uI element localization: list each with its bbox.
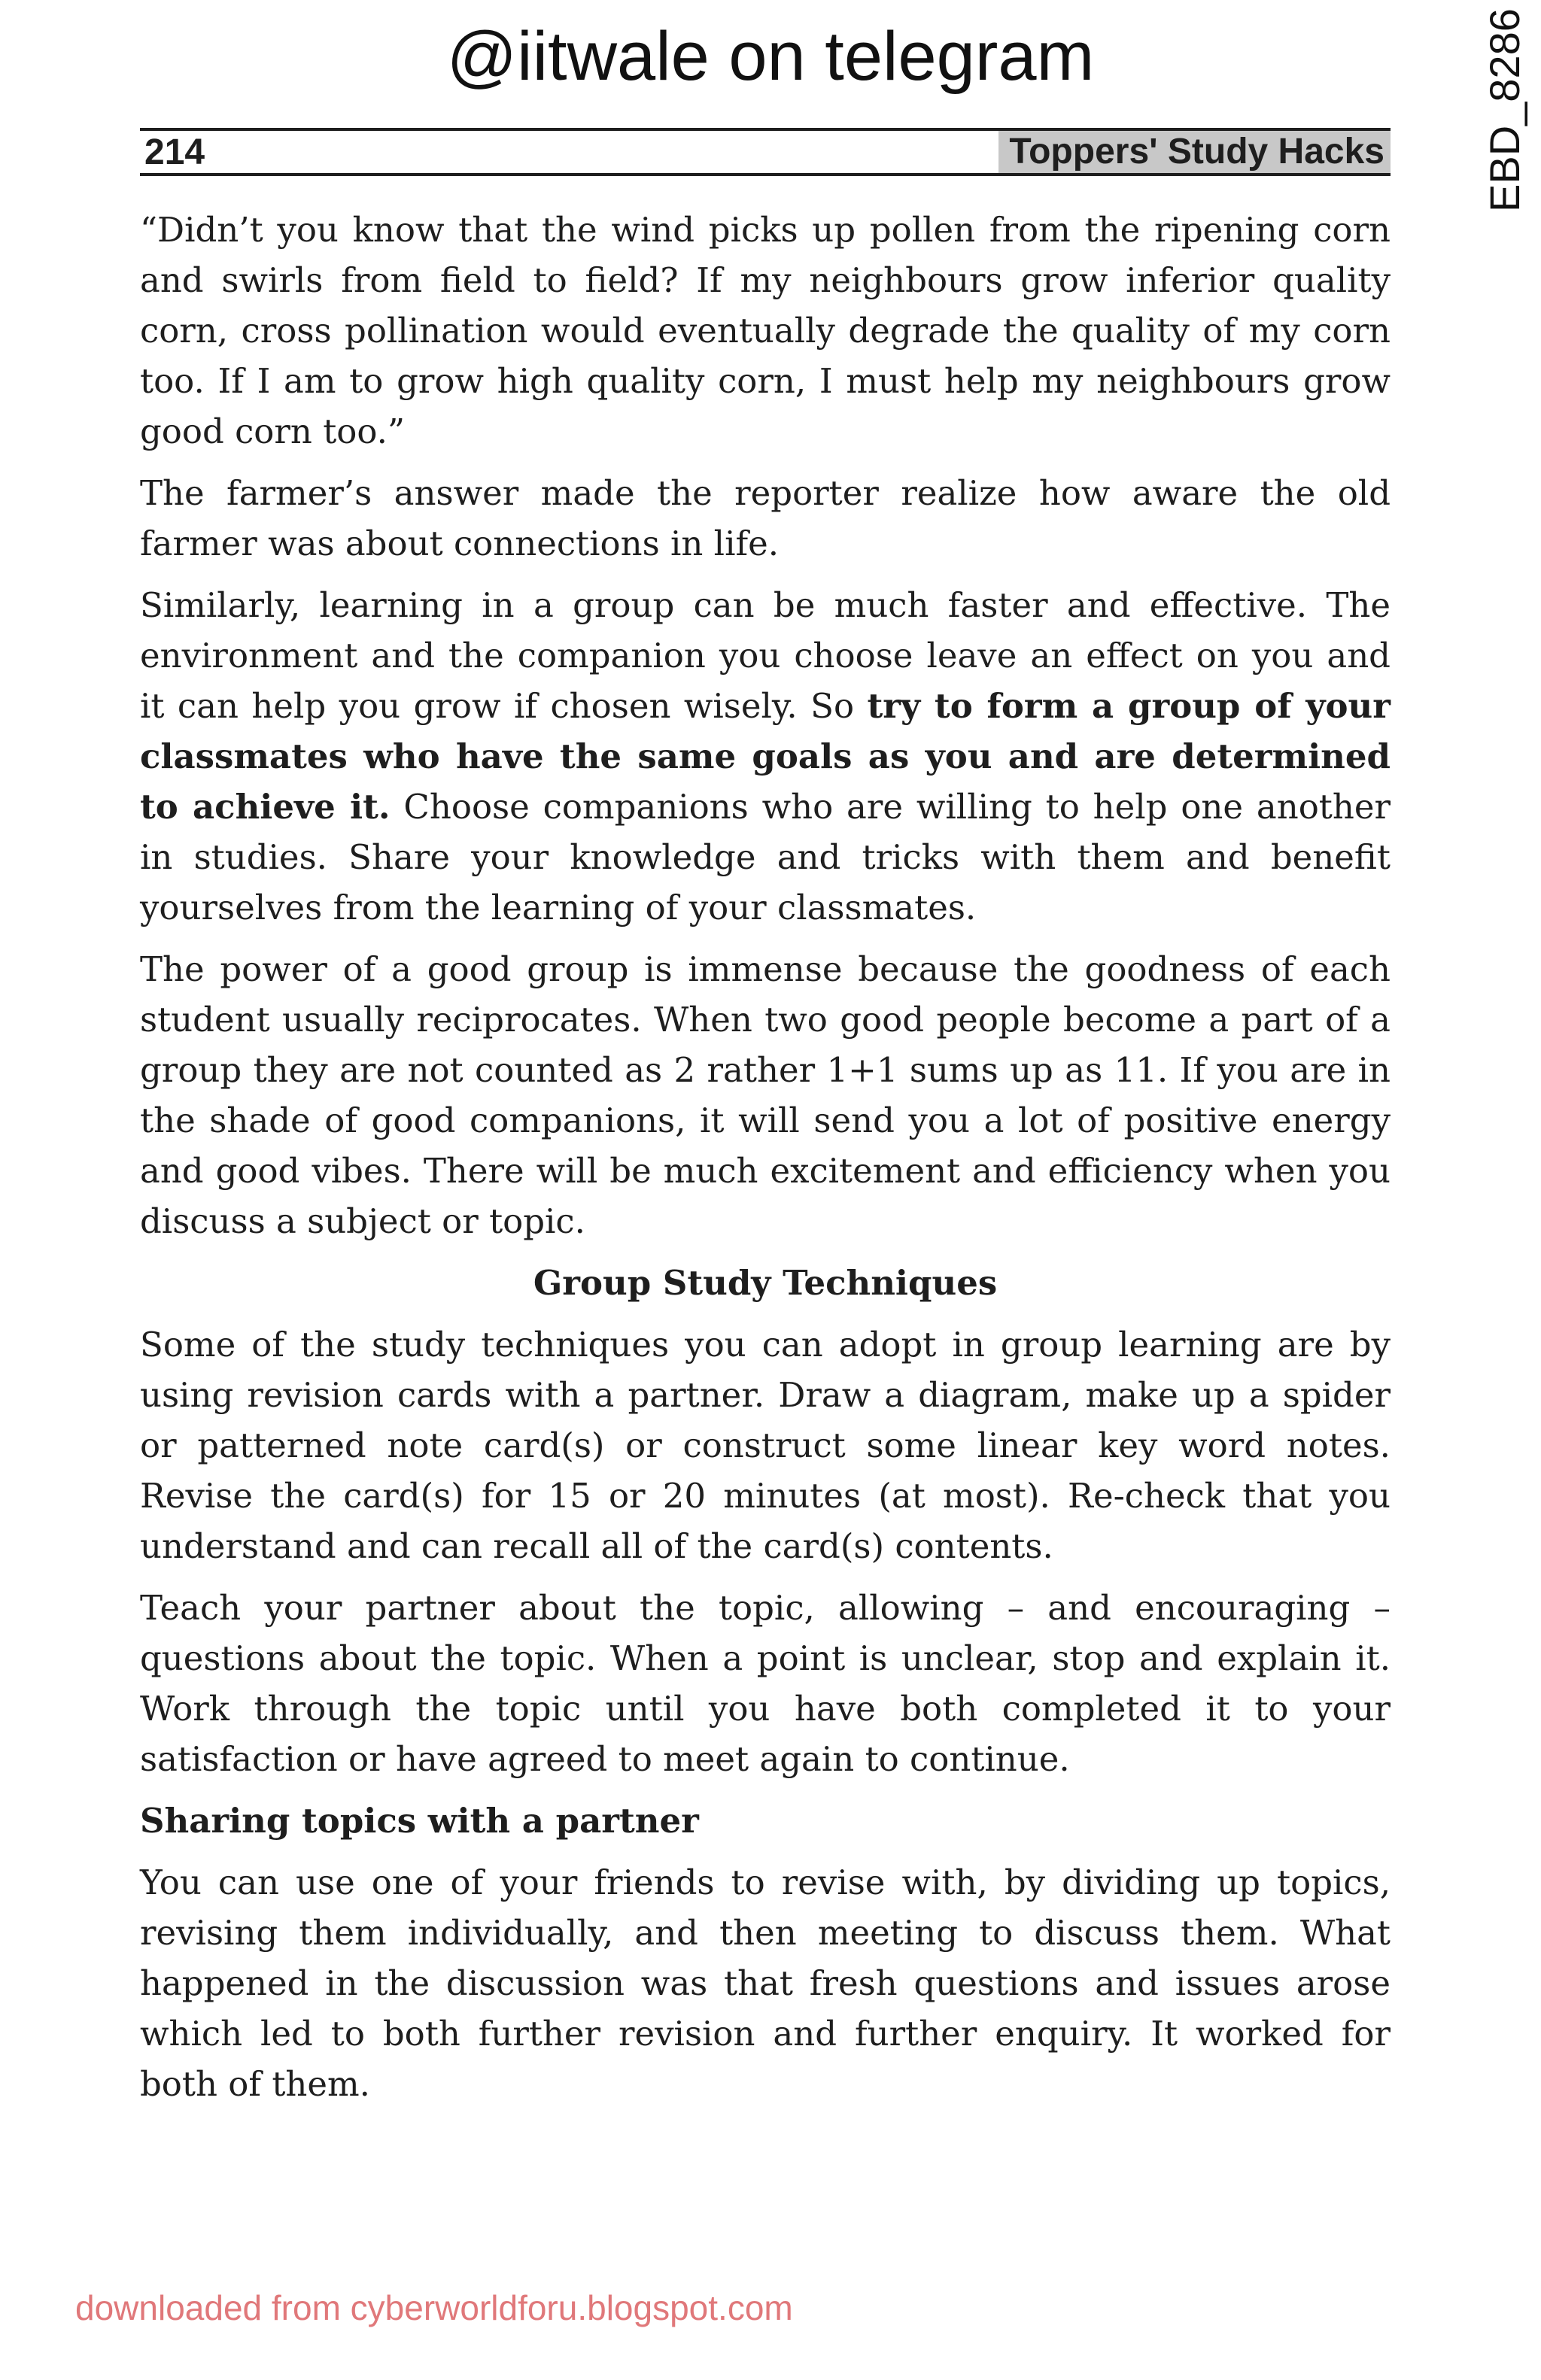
download-source-watermark: downloaded from cyberworldforu.blogspot.com	[75, 2288, 793, 2327]
paragraph-group-learning-end: Choose companions who are willing to help one another in studies. Share your knowledge and tricks with them and benefit yourselves from the learning of your classmates.	[140, 787, 1391, 927]
paragraph-group-learning-start: Similarly, learning in a group can be much faster and effective. The environment and the companion you choose leave an effect on you and it can help you grow if chosen wisely. So	[140, 585, 1391, 726]
paragraph-power-of-group: The power of a good group is immense because the goodness of each student usually reciprocates. When two good people become a part of a group they are not counted as 2 rather 1+1 sums up as 11. If you are in the shade of good companions, it will send you a lot of positive energy and good vibes. There will be much excitement and efficiency when you discuss a subject or topic.	[140, 949, 1391, 1241]
paragraph-group-learning-emphasis: try to form a group of your classmates who have the same goals as you and are determined to achieve it.	[140, 686, 1391, 827]
book-title: Toppers' Study Hacks	[998, 131, 1391, 173]
paragraph-group-learning	[140, 580, 1391, 933]
page-body	[140, 205, 1391, 2120]
side-code-label: EBD_8286	[1481, 8, 1528, 212]
telegram-watermark: @iitwale on telegram	[446, 18, 1095, 95]
paragraph-teach-partner: Teach your partner about the topic, allowing – and encouraging – questions about the topic. When a point is unclear, stop and explain it. Work through the topic until you have both completed it to your satisfaction or have agreed to meet again to continue.	[140, 1588, 1391, 1779]
paragraph-sharing-topics: You can use one of your friends to revise with, by dividing up topics, revising them individually, and then meeting to discuss them. What happened in the discussion was that fresh questions and issues arose which led to both further revision and further enquiry. It worked for both of them.	[140, 1862, 1391, 2104]
heading-group-study-techniques: Group Study Techniques	[533, 1263, 998, 1303]
paragraph-farmer-quote: “Didn’t you know that the wind picks up pollen from the ripening corn and swirls from field to field? If my neighbours grow inferior quality corn, cross pollination would eventually degrade the quality of my corn too. If I am to grow high quality corn, I must help my neighbours grow good corn too.”	[140, 210, 1391, 451]
heading-sharing-topics: Sharing topics with a partner	[140, 1801, 699, 1841]
page-number: 214	[144, 132, 205, 172]
paragraph-farmer-answer: The farmer’s answer made the reporter realize how aware the old farmer was about connections in life.	[140, 473, 1391, 563]
running-head	[140, 128, 1391, 176]
paragraph-revision-cards: Some of the study techniques you can adopt in group learning are by using revision cards with a partner. Draw a diagram, make up a spider or patterned note card(s) or construct some linear key word notes. Revise the card(s) for 15 or 20 minutes (at most). Re-check that you understand and can recall all of the card(s) contents.	[140, 1325, 1391, 1566]
